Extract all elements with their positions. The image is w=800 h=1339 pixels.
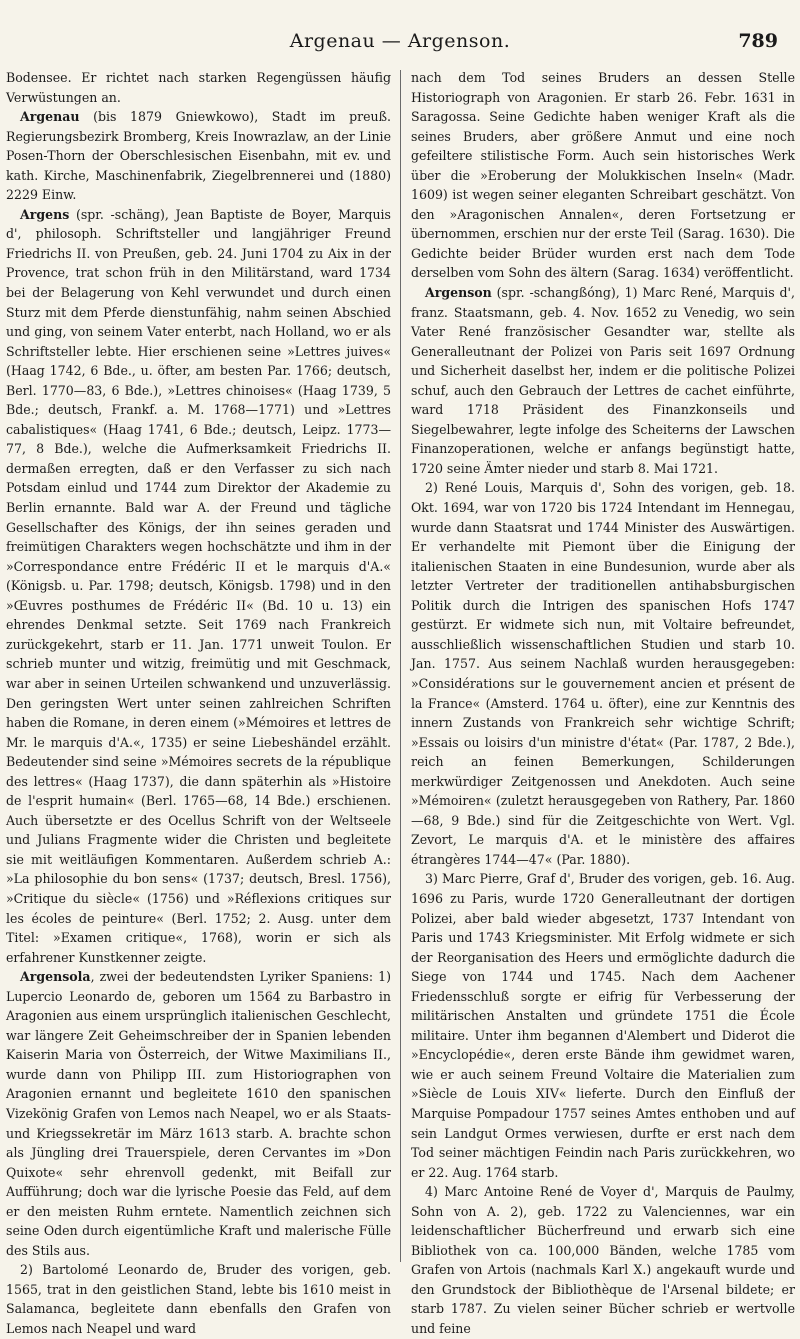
entry-argenau: [6, 107, 391, 205]
entry-argensola-2: [6, 1260, 391, 1338]
entry-argensola: [6, 967, 391, 1260]
entry-headword: Argenau: [20, 109, 80, 125]
entry-continuation: Bodensee. Er richtet nach starken Regengüssen häufig Verwüstungen an.: [6, 70, 391, 105]
entry-text: (spr. -schangßóng), 1) Marc René, Marquis d', franz. Staatsmann, geb. 4. Nov. 1652 zu Venedig, wo sein Vater René französischer Gesandter war, stellte als Generalleutnant der Polizei von Paris seit 1697 Ordnung und Sicherheit daselbst her, indem er die politische Polizei schuf, auch den Gebrauch der Lettres de cachet einführte, ward 1718 Präsident des Finanzkonseils und Siegelbewahrer, legte infolge des Scheiterns der Lawschen Finanzoperationen, welche er anfangs begünstigt hatte, 1720 seine Ämter nieder und starb 8. Mai 1721.: [411, 285, 795, 476]
entry-text: (bis 1879 Gniewkowo), Stadt im preuß. Regierungsbezirk Bromberg, Kreis Inowrazlaw, an der Linie Posen-Thorn der Oberschlesischen Eisenbahn, mit ev. und kath. Kirche, Maschinenfabrik, Ziegelbrennerei und (1880) 2229 Einw.: [6, 109, 391, 203]
page-number: 789: [738, 30, 778, 52]
entry-argenson-4: [411, 1182, 795, 1338]
entry-argenson-2: [411, 478, 795, 869]
left-column: [6, 68, 391, 1336]
entry-text: , zwei der bedeutendsten Lyriker Spaniens: 1) Lupercio Leonardo de, geboren um 1564 zu Barbastro in Aragonien aus einem ursprünglich italienischen Geschlecht, war längere Zeit Geheimschreiber der in Spanien lebenden Kaiserin Maria von Österreich, der Witwe Maximilians II., wurde dann von Philipp III. zum Historiographen von Aragonien ernannt und begleitete 1610 den spanischen Vizekönig Grafen von Lemos nach Neapel, wo er als Staats- und Kriegssekretär im März 1613 starb. A. brachte schon als Jüngling drei Trauerspiele, deren Cervantes im »Don Quixote« sehr ehrenvoll gedenkt, mit Beifall zur Aufführung; doch war die lyrische Poesie das Feld, auf dem er den meisten Ruhm erntete. Namentlich zeichnen sich seine Oden durch eigentümliche Kraft und malerische Fülle des Stils aus.: [6, 969, 391, 1258]
entry-headword: Argenson: [425, 285, 492, 301]
column-divider: [400, 70, 401, 1262]
right-column: [411, 68, 795, 1336]
entry-argens: [6, 205, 391, 967]
entry-text: 2) Bartolomé Leonardo de, Bruder des vorigen, geb. 1565, trat in den geistlichen Stand, lebte bis 1610 meist in Salamanca, begleitete dann ebenfalls den Grafen von Lemos nach Neapel und ward: [6, 1262, 391, 1336]
entry-text: (spr. -schäng), Jean Baptiste de Boyer, Marquis d', philosoph. Schriftsteller und langjähriger Freund Friedrichs II. von Preußen, geb. 24. Juni 1704 zu Aix in der Provence, trat schon früh in den Militärstand, ward 1734 bei der Belagerung von Kehl verwundet und durch einen Sturz mit dem Pferde dienstunfähig, nahm seinen Abschied und ging, von seinem Vater enterbt, nach Holland, wo er als Schriftsteller lebte. Hier erschienen seine »Lettres juives« (Haag 1742, 6 Bde., u. öfter, am besten Par. 1766; deutsch, Berl. 1770—83, 6 Bde.), »Lettres chinoises« (Haag 1739, 5 Bde.; deutsch, Frankf. a. M. 1768—1771) und »Lettres cabalistiques« (Haag 1741, 6 Bde.; deutsch, Leipz. 1773—77, 8 Bde.), welche die Aufmerksamkeit Friedrichs II. dermaßen erregten, daß er den Verfasser zu sich nach Potsdam einlud und 1744 zum Direktor der Akademie zu Berlin ernannte. Bald war A. der Freund und tägliche Gesellschafter des Königs, der ihn seines geraden und freimütigen Charakters wegen hochschätzte und ihm in der »Correspondance entre Frédéric II et le marquis d'A.« (Königsb. u. Par. 1798; deutsch, Königsb. 1798) und in den »Œuvres posthumes de Frédéric II« (Bd. 10 u. 13) ein ehrendes Denkmal setzte. Seit 1769 nach Frankreich zurückgekehrt, starb er 11. Jan. 1771 unweit Toulon. Er schrieb munter und witzig, freimütig und mit Geschmack, war aber in seinen Urteilen schwankend und unzuverlässig. Den geringsten Wert unter seinen zahlreichen Schriften haben die Romane, in deren einem (»Mémoires et lettres de Mr. le marquis d'A.«, 1735) er seine Liebeshändel erzählt. Bedeutender sind seine »Mémoires secrets de la république des lettres« (Haag 1737), die dann späterhin als »Histoire de l'esprit humain« (Berl. 1765—68, 14 Bde.) erschienen. Auch übersetzte er des Ocellus Schrift von der Weltseele und Julians Fragmente wider die Christen und begleitete sie mit weitläufigen Kommentaren. Außerdem schrieb A.: »La philosophie du bon sens« (1737; deutsch, Bresl. 1756), »Critique du siècle« (1756) und »Réflexions critiques sur les écoles de peinture« (Berl. 1752; 2. Ausg. unter dem Titel: »Examen critique«, 1768), worin er sich als erfahrener Kunstkenner zeigte.: [6, 206, 391, 965]
entry-headword: Argensola: [20, 969, 91, 985]
entry-text: 4) Marc Antoine René de Voyer d', Marquis de Paulmy, Sohn von A. 2), geb. 1722 zu Valenciennes, war ein leidenschaftlicher Bücherfreund und erwarb sich eine Bibliothek von ca. 100,000 Bänden, welche 1785 vom Grafen von Artois (nachmals Karl X.) angekauft wurde und den Grundstock der Bibliothèque de l'Arsenal bildete; er starb 1787. Zu vielen seiner Bücher schrieb er wertvolle und feine: [411, 1184, 795, 1336]
entry-argenson: [411, 283, 795, 478]
entry-headword: Argens: [20, 206, 70, 222]
entry-text: 3) Marc Pierre, Graf d', Bruder des vorigen, geb. 16. Aug. 1696 zu Paris, wurde 1720 Generalleutnant der dortigen Polizei, aber bald wieder abgesetzt, 1737 Intendant von Paris und 1743 Kriegsminister. Mit Erfolg widmete er sich der Reorganisation des Heers und ermöglichte dadurch die Siege von 1744 und 1745. Nach dem Aachener Friedensschluß sorgte er eifrig für Verbesserung der militärischen Anstalten und gründete 1751 die École militaire. Unter ihm begannen d'Alembert und Diderot die »Encyclopédie«, deren erste Bände ihm gewidmet waren, wie er auch seinem Freund Voltaire die Materialien zum »Siècle de Louis XIV« lieferte. Durch den Einfluß der Marquise Pompadour 1757 seines Amtes enthoben und auf sein Landgut Ormes verwiesen, durfte er erst nach dem Tod seiner mächtigen Feindin nach Paris zurückkehren, wo er 22. Aug. 1764 starb.: [411, 871, 795, 1180]
entry-continuation: nach dem Tod seines Bruders an dessen Stelle Historiograph von Aragonien. Er starb 26. Febr. 1631 in Saragossa. Seine Gedichte haben weniger Kraft als die seines Bruders, aber größere Anmut und eine noch gefeiltere stilistische Form. Auch sein historisches Werk über die »Eroberung der Molukkischen Inseln« (Madr. 1609) ist wegen seiner eleganten Schreibart geschätzt. Von den »Aragonischen Annalen«, deren Fortsetzung er übernommen, erschien nur der erste Teil (Sarag. 1630). Die Gedichte beider Brüder wurden erst nach dem Tode derselben vom Sohn des ältern (Sarag. 1634) veröffentlicht.: [411, 70, 795, 281]
entry-argenson-3: [411, 869, 795, 1182]
entry-text: 2) René Louis, Marquis d', Sohn des vorigen, geb. 18. Okt. 1694, war von 1720 bis 1724 Intendant im Hennegau, wurde dann Staatsrat und 1744 Minister des Auswärtigen. Er verhandelte mit Piemont über die Einigung der italienischen Staaten in eine Bundesunion, wurde aber als letzter Vertreter der traditionellen antihabsburgischen Politik durch die Intrigen des spanischen Hofs 1747 gestürzt. Er widmete sich nun, mit Voltaire befreundet, ausschließlich wissenschaftlichen Studien und starb 10. Jan. 1757. Aus seinem Nachlaß wurden herausgegeben: »Considérations sur le gouvernement ancien et présent de la France« (Amsterd. 1764 u. öfter), eine zur Kenntnis des innern Zustands von Frankreich sehr wichtige Schrift; »Essais ou loisirs d'un ministre d'état« (Par. 1787, 2 Bde.), reich an feinen Bemerkungen, Schilderungen merkwürdiger Zeitgenossen und Anekdoten. Auch seine »Mémoiren« (zuletzt herausgegeben von Rathery, Par. 1860—68, 9 Bde.) sind für die Zeitgeschichte von Wert. Vgl. Zevort, Le marquis d'A. et le ministère des affaires étrangères 1744—47« (Par. 1880).: [411, 480, 795, 867]
running-head: Argenau — Argenson.: [289, 30, 511, 52]
page-header: [0, 24, 800, 64]
